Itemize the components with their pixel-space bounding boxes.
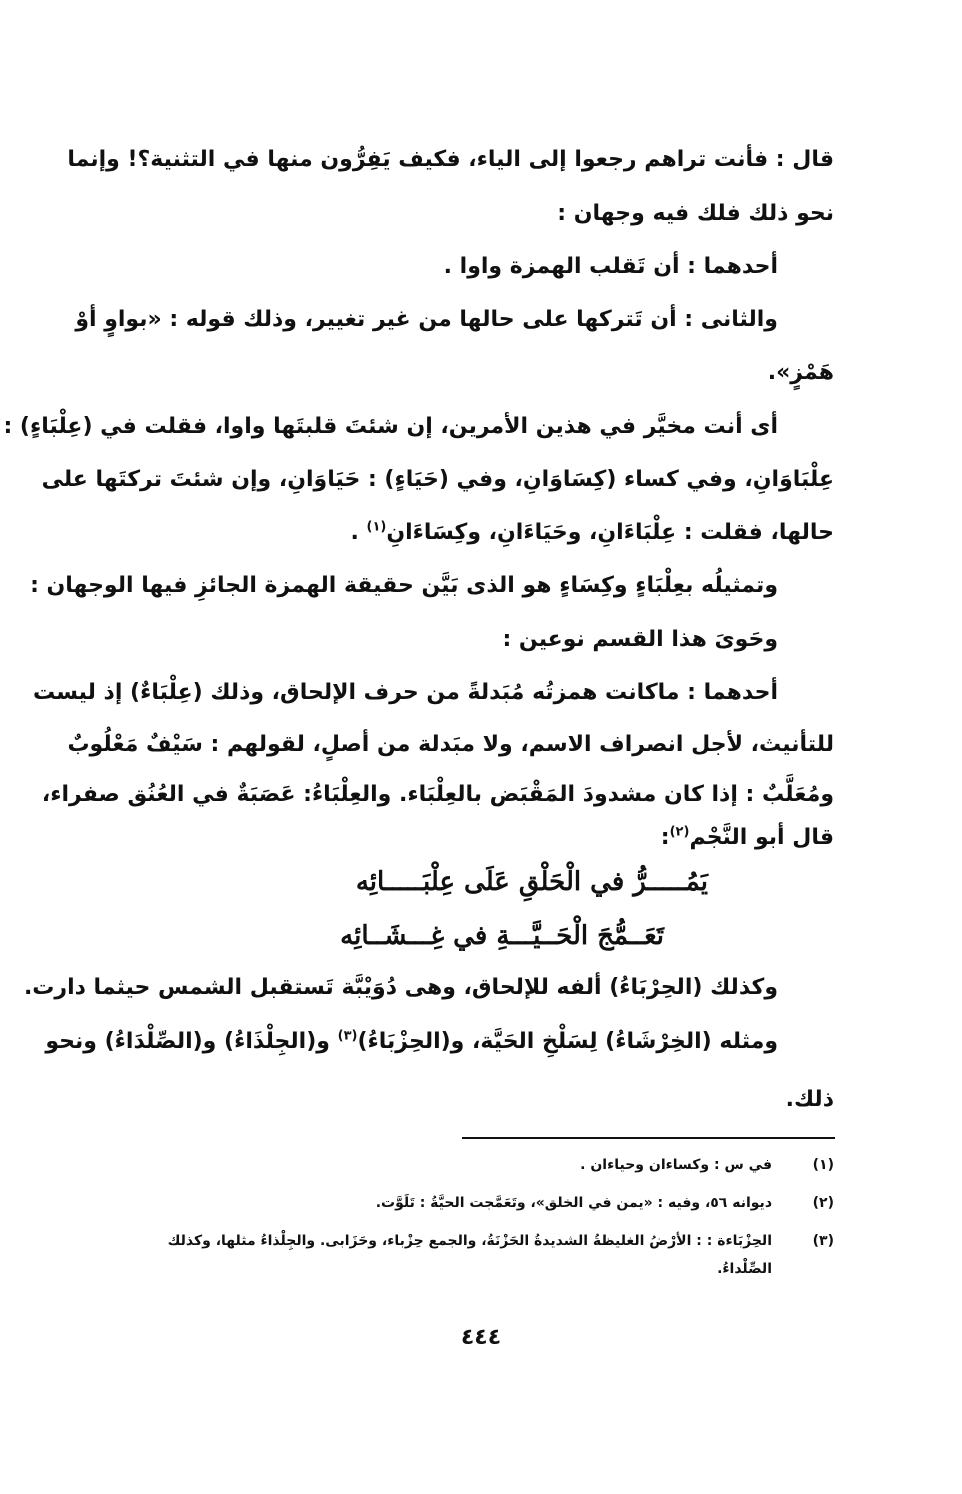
footnote-divider (462, 1137, 835, 1139)
body-line-12: للتأنيث، لأجل انصراف الاسم، ولا مبَدلة من أصلٍ، لقولهم : سَيْفٌ مَعْلُوبٌ (67, 732, 834, 757)
body-line-8 (129, 513, 834, 553)
body-line-8-text: حالها، فقلت : عِلْبَاءَانِ، وحَيَاءَانِ، وكِسَاءَانِ (386, 520, 834, 545)
body-line-16-end: و(الجِلْذَاءُ) و(الصِّلْدَاءُ) ونحو (45, 1029, 338, 1054)
body-line-9: وتمثيلُه بعِلْبَاءٍ وكِسَاءٍ هو الذى بَيَّن حقيقة الهمزة الجائزِ فيها الوجهان : (30, 573, 778, 598)
footnote-2 (0, 1190, 962, 1216)
footnote-1-text: في س : وكساءان وحياءان . (580, 1157, 772, 1173)
footnote-2-number: (٢) (812, 1195, 834, 1211)
body-line-14 (129, 818, 834, 858)
footnote-3-text-continued: الصِّلْداءُ. (717, 1261, 772, 1277)
page-number: ٤٤٤ (460, 1325, 502, 1350)
body-line-16 (45, 1022, 778, 1062)
body-line-11: أحدهما : ماكانت همزتُه مُبَدلةً من حرف الإلحاق، وذلك (عِلْبَاءٌ) إذ ليست (32, 680, 778, 705)
footnote-2-text: ديوانه ٥٦، وفيه : «يمن في الخلق»، وتَعَمَّجت الحيَّةُ : تَلَوَّت. (375, 1195, 772, 1211)
footnote-1 (0, 1152, 962, 1178)
footnote-1-number: (١) (812, 1157, 834, 1173)
body-line-6: أى أنت مخيَّر في هذين الأمرين، إن شئتَ قلبتَها واوا، فقلت في (عِلْبَاءٍ) : (3, 414, 778, 439)
body-line-8-end: . (350, 520, 367, 545)
footnote-3-continued (0, 1256, 962, 1282)
body-line-2: نحو ذلك فلك فيه وجهان : (557, 201, 834, 226)
body-line-5: هَمْزٍ». (767, 360, 834, 385)
footnote-ref-3: (٣) (337, 1028, 358, 1044)
body-line-14-end: : (660, 825, 670, 850)
body-line-10: وحَوىَ هذا القسم نوعين : (502, 627, 778, 652)
body-line-15: وكذلك (الحِرْبَاءُ) ألفه للإلحاق، وهى دُوَيْبَّة تَستقبل الشمس حيثما دارت. (23, 975, 778, 1000)
body-line-7: عِلْبَاوَانِ، وفي كساء (كِسَاوَانِ، وفي (حَيَاءٍ) : حَيَاوَانِ، وإن شئتَ تركتَها على (41, 467, 834, 492)
body-line-17: ذلك. (785, 1087, 834, 1112)
body-line-14-text: قال أبو النَّجْم (689, 825, 834, 850)
body-line-3: أحدهما : أن تَقلب الهمزة واوا . (443, 254, 778, 279)
verse-line-1: يَمُـــــرُّ في الْحَلْقِ عَلَى عِلْبَـــــائِه (355, 867, 708, 897)
footnote-ref-1: (١) (366, 519, 387, 535)
footnote-3-text: الحِزْبَاءة : : الأرْضُ الغليظةُ الشديدةُ الحَزْنَةُ، والجمع حِزْباء، وحَزَابى. والجِلْذاءُ مثلها، وكذلك (167, 1233, 772, 1249)
footnote-ref-2: (٢) (669, 824, 690, 840)
verse-line-2: تَعَــمُّجَ الْحَــيَّـــةِ في غِـــشَــائِه (340, 921, 664, 951)
body-line-16-text: ومثله (الخِرْشَاءُ) لِسَلْخِ الحَيَّة، و(الحِزْبَاءُ) (357, 1029, 778, 1054)
footnote-3-number: (٣) (812, 1233, 834, 1249)
footnote-3 (0, 1228, 962, 1254)
body-line-13: ومُعَلَّبٌ : إذا كان مشدودَ المَقْبَض بالعِلْبَاء. والعِلْبَاءُ: عَصَبَةٌ في العُنُق صفراء، (41, 782, 834, 807)
body-line-1: قال : فأنت تراهم رجعوا إلى الياء، فكيف يَفِرُّون منها في التثنية؟! وإنما (67, 147, 834, 172)
body-line-4: والثانى : أن تَتركها على حالها من غير تغيير، وذلك قوله : «بواوٍ أوْ (75, 307, 778, 332)
